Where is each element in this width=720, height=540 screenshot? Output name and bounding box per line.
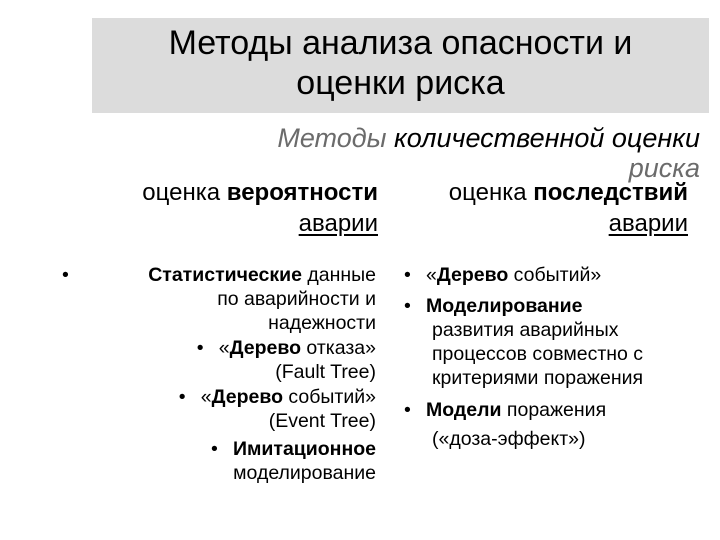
- right-item-2-line-2: развития аварийных: [432, 319, 619, 341]
- right-item-1-rest: событий»: [508, 264, 602, 286]
- left-item-3-bold: Дерево: [211, 386, 284, 408]
- left-item-2-pre: «: [218, 337, 230, 359]
- right-item-2-line-4: критериями поражения: [432, 367, 644, 389]
- page-title-line-2: оценки риска: [296, 64, 505, 102]
- right-header-bold: последствий: [533, 179, 688, 206]
- right-item-3-line-2: («доза-эффект»): [432, 428, 586, 450]
- right-item-3-bold: Модели: [426, 399, 502, 421]
- left-item-2-line-1: [80, 336, 376, 360]
- right-item-2-bullet: •: [404, 295, 411, 317]
- left-item-1-rest: данные: [301, 264, 376, 286]
- left-header-bold: вероятности: [226, 179, 378, 206]
- right-item-2-line-3: процессов совместно с: [432, 343, 644, 365]
- left-item-1-line-1: [80, 263, 376, 287]
- left-item-4-bullet: •: [210, 438, 218, 460]
- subtitle-muted-word: Методы: [277, 123, 387, 153]
- subtitle-wrap: риска: [628, 153, 700, 183]
- left-item-1-line-2: по аварийности и: [217, 288, 376, 310]
- left-item-3-line-1: [80, 385, 376, 409]
- right-item-3-bullet: •: [404, 399, 411, 421]
- left-item-2-rest: отказа»: [301, 337, 376, 359]
- right-item-1-bold: Дерево: [436, 264, 509, 286]
- subtitle-main: количественной оценки: [386, 123, 700, 153]
- left-item-3-bullet: •: [178, 386, 186, 408]
- left-item-4-line-1: [80, 437, 376, 461]
- left-item-3-rest: событий»: [283, 386, 376, 408]
- left-item-2-line-2: (Fault Tree): [275, 361, 376, 383]
- left-item-3-pre: «: [200, 386, 212, 408]
- left-item-4-line-2: моделирование: [233, 462, 376, 484]
- left-item-3-line-2: (Event Tree): [268, 410, 376, 432]
- left-item-4-bold: Имитационное: [232, 438, 376, 460]
- left-header-line-2: аварии: [298, 210, 378, 237]
- right-item-2-line-1: [404, 294, 583, 318]
- page-title-line-1: Методы анализа опасности и: [168, 24, 633, 62]
- right-header-line-1: [390, 178, 688, 208]
- left-item-1-bold: Статистические: [148, 264, 302, 286]
- right-item-3-line-1: [404, 398, 606, 422]
- right-item-1-line-1: [404, 263, 601, 287]
- left-header-line-1: [60, 178, 378, 208]
- right-item-3-rest: поражения: [501, 399, 607, 421]
- right-item-2-bold: Моделирование: [426, 295, 583, 317]
- left-header-plain: оценка: [142, 179, 227, 206]
- left-item-2-bullet: •: [196, 337, 204, 359]
- right-header-line-2: аварии: [608, 210, 688, 237]
- left-item-2-bold: Дерево: [229, 337, 302, 359]
- left-item-1-bullet: •: [62, 264, 69, 286]
- right-item-1-pre: «: [426, 264, 437, 286]
- right-item-1-bullet: •: [404, 264, 411, 286]
- subtitle: [150, 123, 700, 153]
- right-header-plain: оценка: [448, 179, 534, 206]
- left-item-1-line-3: надежности: [268, 312, 376, 334]
